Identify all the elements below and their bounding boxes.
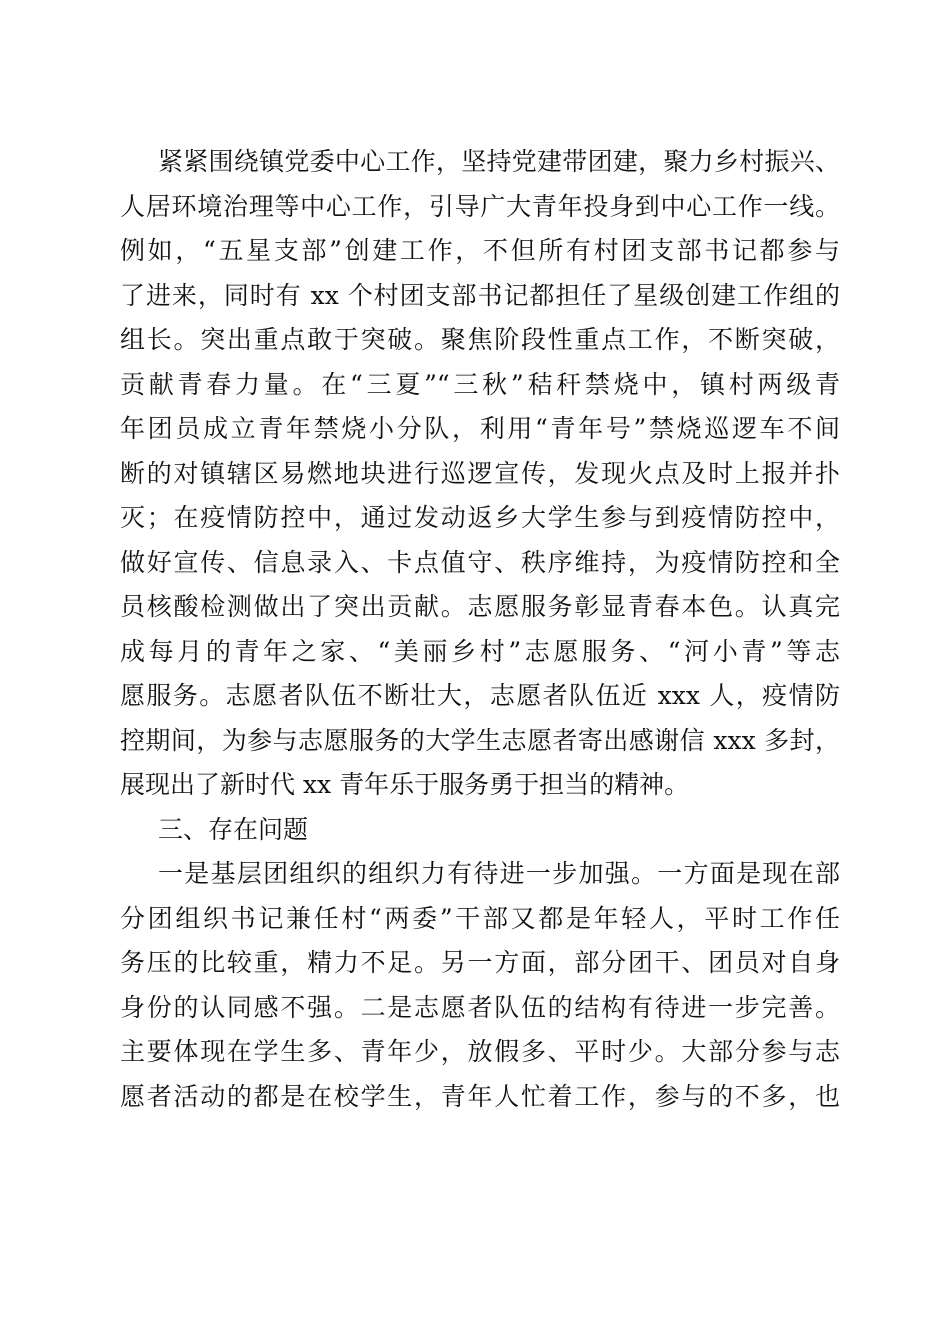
- paragraph-line: 分团组织书记兼任村“两委”干部又都是年轻人，平时工作任: [120, 903, 840, 933]
- paragraph-line: 人居环境治理等中心工作，引导广大青年投身到中心工作一线。: [120, 191, 840, 221]
- paragraph-line: 身份的认同感不强。二是志愿者队伍的结构有待进一步完善。: [120, 992, 840, 1022]
- paragraph-line: 了进来，同时有 xx 个村团支部书记都担任了星级创建工作组的: [120, 280, 840, 310]
- paragraph-line: 紧紧围绕镇党委中心工作，坚持党建带团建，聚力乡村振兴、: [158, 147, 840, 176]
- paragraph-line: 例如，“五星支部”创建工作，不但所有村团支部书记都参与: [120, 236, 840, 265]
- paragraph-line: 愿服务。志愿者队伍不断壮大，志愿者队伍近 xxx 人，疫情防: [120, 681, 840, 710]
- paragraph-line: 一是基层团组织的组织力有待进一步加强。一方面是现在部: [158, 859, 840, 888]
- paragraph-line: 主要体现在学生多、青年少，放假多、平时少。大部分参与志: [120, 1037, 840, 1066]
- paragraph-line: 务压的比较重，精力不足。另一方面，部分团干、团员对自身: [120, 948, 840, 977]
- section-heading: 三、存在问题: [158, 814, 309, 844]
- paragraph-line: 灭；在疫情防控中，通过发动返乡大学生参与到疫情防控中，: [120, 503, 840, 532]
- paragraph-line: 断的对镇辖区易燃地块进行巡逻宣传，发现火点及时上报并扑: [120, 458, 840, 488]
- document-body: [120, 140, 840, 1119]
- paragraph-line: 员核酸检测做出了突出贡献。志愿服务彰显青春本色。认真完: [120, 592, 840, 621]
- paragraph-line: 愿者活动的都是在校学生，青年人忙着工作，参与的不多，也: [120, 1081, 840, 1111]
- paragraph-line: 控期间，为参与志愿服务的大学生志愿者寄出感谢信 xxx 多封，: [120, 725, 840, 755]
- paragraph-line: 贡献青春力量。在“三夏”“三秋”秸秆禁烧中，镇村两级青: [120, 369, 840, 399]
- paragraph-line: 年团员成立青年禁烧小分队，利用“青年号”禁烧巡逻车不间: [120, 414, 840, 443]
- paragraph-line: 做好宣传、信息录入、卡点值守、秩序维持，为疫情防控和全: [120, 547, 840, 577]
- paragraph-line: 展现出了新时代 xx 青年乐于服务勇于担当的精神。: [120, 770, 690, 799]
- paragraph-line: 组长。突出重点敢于突破。聚焦阶段性重点工作，不断突破，: [120, 325, 840, 354]
- paragraph-line: 成每月的青年之家、“美丽乡村”志愿服务、“河小青”等志: [120, 636, 840, 666]
